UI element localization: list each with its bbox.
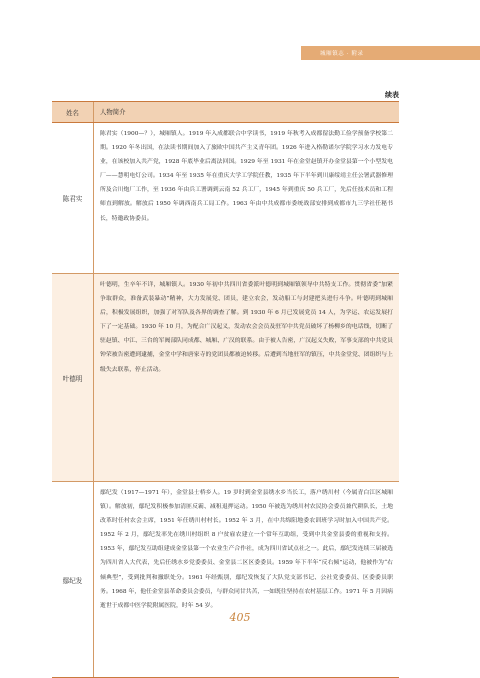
running-header-bar — [301, 46, 480, 60]
continued-label: 续表 — [385, 91, 399, 99]
page-number: 405 — [229, 611, 251, 624]
person-bio: 叶德明，生卒年不详，城厢镇人。1930 年初中共四川省委派叶德明到城厢镇领导中共特支工作。贯彻省委“加紧争取群众，准备武装暴动”精神，大力发展党、团员，建立农会，发动船工与封建把头进行斗争。叶德明到城厢后，积极发展组织，加强了对军队及各界的调查了解。到 1930 年 6 月已发展党员 14 人，为学运、农运发展打下了一定基础。1930 年 10 月，为配合广汉起义，发动农会会员及驻军中共党员破坏了杨柳乡的电话线，切断了驻赵镇、中江、三台的军阀部队同成都、城厢、广汉的联系。由于被人告密，广汉起义失败，军事支部的中共党员钟荣被告密遭到逮捕，金堂中学和唐家寺的党团员都被迫转移。后遭到当地驻军的镇压，中共金堂党、团组织与上级失去联系，停止活动。 — [100, 282, 393, 373]
table-row — [52, 482, 399, 677]
person-name: 陈君实 — [52, 123, 94, 273]
column-header-bio: 人物简介 — [100, 107, 126, 116]
person-name: 鄢纪发 — [52, 482, 94, 677]
person-bio: 陈君实（1900—？），城厢镇人。1919 年入成都联合中学读书，1919 年秋考入成都留法勤工俭学预备学校第二期。1920 年冬出国，在法读书期间加入了旅欧中国共产主义青年团。1926 年进入格勒诺尔学院学习水力发电专业，在该校加入共产党，1928 年底毕业后离法回国。1929 年至 1931 年在金堂赵镇开办金堂县第一个小型发电厂——慧明电灯公司。1934 年至 1935 年在重庆大学工学院任教，1935 年下半年到川康绥靖主任公署武器修理所及合川炮厂工作，至 1936 年由兵工署调到云南 52 兵工厂，1945 年到重庆 50 兵工厂，先后任技术员和工程师直到解放。解放后 1950 年调西南兵工局工作。1963 年由中共成都市委统战部安排到成都市九三学社任秘书长，特邀政协委员。 — [100, 131, 393, 222]
running-header-text: 城厢镇志 · 附录 — [320, 51, 364, 57]
person-bio: 鄢纪发（1917—1971 年），金堂县士桥乡人。19 岁时到金堂县绣水乡当长工，落户绣川村（今属青白江区城厢镇）。解放初，鄢纪发积极参加清匪反霸、减租退押运动。1950 年被选为绣川村农民协会委员兼代耕队长，土地改革时任村农会主席，1951 年任绣川村村长。1952 年 3 月，在中共绵阳地委农训班学习时加入中国共产党。1952 年 2 月，鄢纪发率先在绣川村组织 8 户贫雇农建立一个常年互助组，受到中共金堂县委的重视和支持。1953 年，鄢纪发互助组建成金堂县第一个农业生产合作社，成为四川省试点社之一。此后，鄢纪发连续三届被选为四川省人大代表，先后任绣水乡党委委员、金堂县二区区委委员。1959 年下半年“反右倾”运动，他被作为“右倾典型”，受到批判和撤职处分。1961 年经甄别，鄢纪发恢复了大队党支部书记、公社党委委员、区委委员职务。1968 年，他任金堂县革命委员会委员，与群众同甘共苦，一如既往坚持在农村基层工作。1971 年 5 月因病逝世于成都中医学院附属医院，时年 54 岁。 — [100, 490, 393, 609]
table-row — [52, 123, 399, 274]
table-row — [52, 274, 399, 482]
table-header-row — [52, 102, 399, 123]
biography-table — [52, 101, 399, 678]
person-name: 叶德明 — [52, 274, 94, 481]
column-header-name: 姓名 — [52, 102, 94, 122]
